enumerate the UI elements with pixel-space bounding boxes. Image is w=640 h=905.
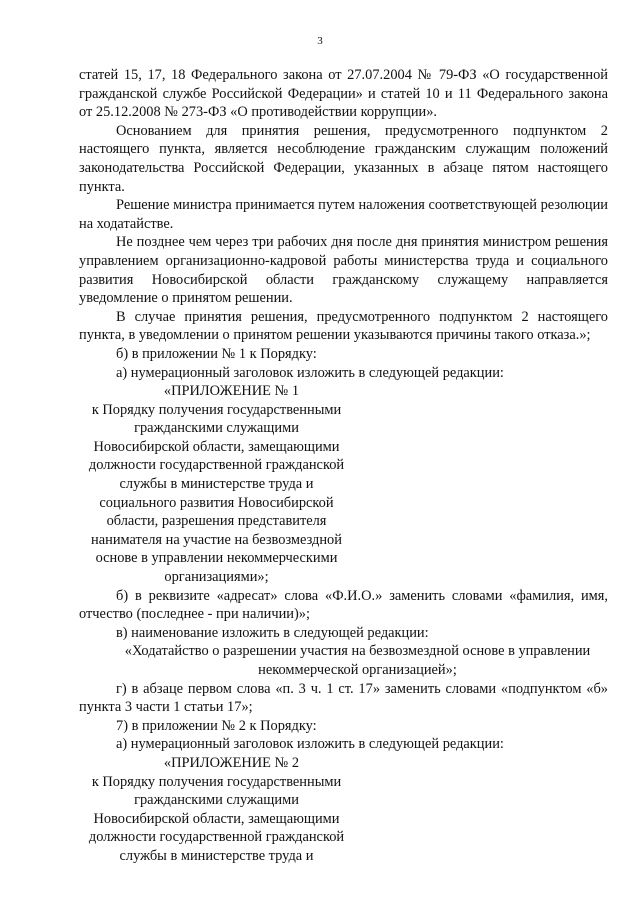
appendix-2-line: должности государственной гражданской (88, 829, 345, 846)
document-body (79, 66, 608, 866)
appendix-1-line: Новосибирской области, замещающими (93, 438, 340, 455)
paragraph: б) в приложении № 1 к Порядку: (116, 345, 317, 362)
quoted-title-line: «Ходатайство о разрешении участия на безвозмездной основе в управлении (124, 643, 591, 660)
appendix-2-line: к Порядку получения государственными (91, 773, 342, 790)
appendix-2-line: Новосибирской области, замещающими (93, 810, 340, 827)
appendix-1-heading (79, 382, 354, 587)
quoted-title-line: некоммерческой организацией»; (258, 662, 457, 678)
appendix-1-line: социального развития Новосибирской (99, 494, 334, 511)
paragraph: В случае принятия решения, предусмотренного подпунктом 2 настоящего пункта, в уведомлении о принятом решении указываются причины такого отказа.»; (79, 308, 608, 344)
page-number: 3 (317, 35, 323, 47)
appendix-2-line: гражданскими служащими (134, 792, 299, 809)
paragraph: б) в реквизите «адресат» слова «Ф.И.О.» заменить словами «фамилия, имя, отчество (последнее - при наличии)»; (79, 587, 608, 623)
appendix-1-line: к Порядку получения государственными (91, 401, 342, 418)
appendix-1-line: организациями»; (164, 569, 269, 586)
appendix-1-line: службы в министерстве труда и (119, 476, 314, 493)
paragraph: г) в абзаце первом слова «п. 3 ч. 1 ст. 17» заменить словами «подпунктом «б» пункта 3 части 1 статьи 17»; (79, 680, 608, 716)
appendix-1-line: основе в управлении некоммерческими (95, 550, 338, 567)
paragraph: Решение министра принимается путем наложения соответствующей резолюции на ходатайстве. (79, 197, 608, 232)
paragraph: 7) в приложении № 2 к Порядку: (116, 717, 317, 734)
appendix-2-title: «ПРИЛОЖЕНИЕ № 2 (163, 754, 300, 771)
appendix-1-title: «ПРИЛОЖЕНИЕ № 1 (163, 383, 300, 400)
paragraph: а) нумерационный заголовок изложить в следующей редакции: (116, 364, 504, 381)
paragraph: Основанием для принятия решения, предусмотренного подпунктом 2 настоящего пункта, является несоблюдение гражданским служащим положений законодательства Российской Федерации, указанных в абзаце пятом настоящего пункта. (79, 122, 608, 195)
paragraph: статей 15, 17, 18 Федерального закона от 27.07.2004 № 79-ФЗ «О государственной гражданской службе Российской Федерации» и статей 10 и 11 Федерального закона от 25.12.2008 № 273-ФЗ «О противодействии коррупции». (79, 67, 608, 121)
appendix-1-line: должности государственной гражданской (88, 457, 345, 474)
appendix-2-heading (79, 754, 354, 866)
paragraph: а) нумерационный заголовок изложить в следующей редакции: (116, 736, 504, 753)
appendix-1-line: гражданскими служащими (134, 420, 299, 437)
appendix-1-line: нанимателя на участие на безвозмездной (91, 531, 342, 548)
paragraph: в) наименование изложить в следующей редакции: (116, 624, 429, 641)
appendix-1-line: области, разрешения представителя (106, 513, 327, 530)
appendix-2-line: службы в министерстве труда и (119, 847, 314, 864)
paragraph: Не позднее чем через три рабочих дня после дня принятия министром решения управлением организационно-кадровой работы министерства труда и социального развития Новосибирской области гражданскому служащему направляется уведомление о принятом решении. (79, 234, 608, 307)
